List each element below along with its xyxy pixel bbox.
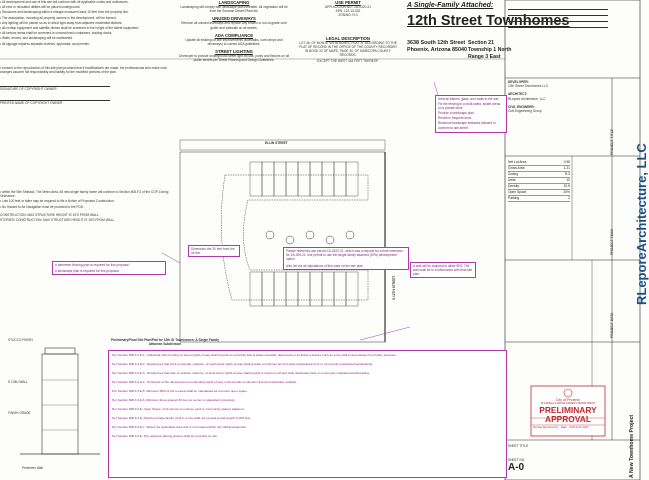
right-markup-note-item: Area all frames, glass, and walls to the site. [438,97,500,101]
landscape-plan-text: A landscape plan is required for this proposal. [55,269,120,274]
project-title-label: PROJECT TITLE [610,129,614,155]
stipulation-item: Per Section 608.F.3.E.6. Minimum three spaced 30 feet on center or equivalent groupings. [112,398,236,402]
wall-section [20,348,100,454]
sheet-number: A-0 [508,462,525,474]
data-row-key: Net Lot Area [508,160,527,164]
landscaping-heading: LANDSCAPING [218,0,250,5]
data-row-key: Density [508,184,519,188]
stipulation-list [109,351,506,445]
general-note-item: • The association, including all property owners in the development, will be formed. [0,15,117,20]
unused-driveways-heading: UNUSED DRIVEWAYS [212,16,256,22]
legal-except: EXCEPT THE WEST 444 FEET THEREOF. [317,59,379,64]
street-label: ELLIN STREET [265,141,288,145]
address-line-1: 3638 South 12th Street [407,40,466,46]
data-row-value: 0.95 [563,160,570,164]
signature-label: SIGNATURE OF COPYRIGHT OWNER [0,87,57,92]
stamp-dept: PLANNING & DEVELOPMENT DEPARTMENT [540,402,596,405]
stipulation-item: Per Section 608.F.3.E.5. Minimum 50% of the lot area shall be maintained as common open space. [112,389,248,393]
general-note-item: • All new or relocated utilities will be placed underground. [0,5,81,10]
unused-driveways-text: Remove all unused driveways and replace any broken or out-of-grade curb gutter and sidewalk on all streets. [181,21,287,30]
stamp-line-2: APPROVAL [545,414,591,424]
project-title: 12th Street Townhomes [407,13,570,29]
stipulation-item: Per Section 608.F.3.E.4., Perimeter of the development not abutting rights-of-way must provide a minimum five-foot landscape setback. [112,380,298,384]
general-note-item: • Any lighting will be placed so as to direct light away from adjacent residential districts. [0,20,123,25]
approved-by-label: Review Received by [533,425,559,429]
construction-list [0,213,175,222]
right-markup-notes [435,95,507,133]
right-markup-note-item: Revisit in frequent drive. [438,116,473,121]
copyright-consent [0,66,170,74]
data-row-key: Zoning [508,172,519,176]
range-label: Range 3 East [468,53,501,60]
revision-table [508,4,608,28]
stipulation-item: Per Section 608.F.3.E.7. Where the applicable area that is not located within the infill development. [112,425,248,429]
right-notes-list [438,97,504,130]
use-permit-heading: USE PERMIT [335,0,361,5]
perimeter-wall-label: Perimeter Wall [22,466,43,470]
project-data-label: PROJECT DATA [610,312,614,338]
fence-plan-text: A perimeter fencing plan is required for this proposal. [55,263,130,267]
mid-left-note-item: • within the Site Setback: The Metro Area. All new single family home will conform to Section 608.F.3 of the COP Zoning Ordinance. [0,190,169,199]
sheet-info [508,444,588,473]
general-note-item: • Structures and landscaping within a triangle measured back 10 feet from the property line. [0,10,129,15]
data-row-value: 20% [563,190,570,194]
printed-name-label: PRINTED NAME OF COPYRIGHT OWNER [0,100,63,105]
architect-name: RLepore Architecture, LLC [508,96,546,101]
general-note-item: • All signage requires separate reviews, approvals, and permits. [0,41,90,46]
stamp-line-1: PRELIMINARY [539,405,597,415]
right-markup-note-item: Fix the fencing in a multi-sided, shake areas on a private drive. [438,102,501,111]
developer-label: DEVELOPER: [508,80,529,84]
ada-text: Update all existing off-site improvements (sidewalks, curb ramps and driveways) to current ADA guidelines. [185,37,283,47]
general-notes-list [0,0,175,46]
general-note-item: • Walls, fences, and landscaping will be maintained. [0,36,73,41]
stucco-finish-label: STUCCO FINISH [8,338,33,342]
general-notes-block [0,0,175,58]
stipulation-item: Per Section 608.F.3.E. Attached single-family units in a row shall not exceed a total length of 200 feet. [112,416,251,420]
approval-fields: Review Received by · Date · KIVA # 22-1227 [533,425,589,429]
general-note-item: • All service areas shall be screened to conceal trash containers, loading docks. [0,31,113,36]
project-subtitle: A Single-Family Attached: [407,2,494,9]
use-permit-block [298,0,398,64]
dimension-text: Dimension the 30 feet from the lot line. [191,247,235,256]
stipulation-item: Per Section 608.F.3.E.1., Individual units fronting on street rights-of-way shall provide an entryway that is either elevated, depressed or includes a feature such as a low wall to accentuate the primary entrance. [112,353,397,357]
data-row-key: Parking [508,196,520,200]
mid-left-notes [0,190,175,223]
use-permit-ref-text: Please reference use permit ZA-0320-21, which was a request for a time extension for ZA-309-21, use permit to use the single-family attached (SFA) development option. [286,249,403,262]
sheet-title-label: SHEET TITLE [508,444,529,448]
stipulation-item: Per Section 608.F.3.E. Open Space. Only homes to enclose yard or community spaces adjacent. [112,407,245,411]
firm-vertical: RLeporeArchitecture, LLC [634,143,649,305]
data-row-value: 2 [568,196,570,200]
data-row-key: Open Space [508,190,527,194]
data-row-value: R-3 [564,172,570,176]
approval-date-label: Date [560,425,567,429]
ada-heading: ADA COMPLIANCE [214,32,254,38]
fence-plan-note [52,261,166,275]
engineer-label: CIVIL ENGINEER: [508,104,535,109]
right-markup-note-item: Provide a landscape plan. [438,111,475,116]
street-lighting-text: Developer to provide underground street light circuits, poles and fixtures on all public streets per Street Planning and Design Guidelines. [178,54,290,63]
street-lighting-heading: STREET LIGHTING [215,49,253,55]
construction-line: STORIES/ CONSTRUCTION: MAX STRUCTURE HEIGHT IS 15'S FROM WALL. [0,218,116,223]
consent-paragraph: I consent to the reproduction of this site plan provided that if modifications are made, the professionals who make such changes assume full responsibility and liability for the modified portions of the plan. [0,66,168,75]
use-permit-application: APPLICATION NO.: ZA-0320-21 [325,5,371,9]
address-line-2: Phoenix, Arizona 85040 [407,46,468,53]
preliminary-approval-stamp [531,398,605,424]
wall-required-text: A wall will be required to allow SFA. The wall shall be in conformance with final site plan. [413,264,473,277]
section-info [468,40,520,60]
wall-label: 6' CMU WALL [8,380,28,384]
data-row-key: Units [508,178,516,182]
general-note-item: • All development and use of this site will conform with all applicable codes and ordinances. [0,0,129,4]
stipulation-item: Per Section 608.F.3.E.3., Residences that side on arterial, collector, or local street rights-of-way shall provide a minimum 10-foot wide landscape tract or community maintained landscaping. [112,371,370,375]
township-label: Township 1 North [468,46,512,53]
landscaping-text: Landscaping will comply with landscape plan hereafter. All vegetation will be from the Sonoran Desert Plant list. [180,5,288,14]
project-data-table [508,160,570,202]
right-markup-note-item: Reasonal landscape setbacks allowed to conform to site street. [438,121,496,130]
wall-required-note [410,262,476,278]
construction-line: CONSTRUCTION: MAX STRUCTURE HEIGHT IS 15'S FROM WALL. [0,212,100,217]
project-vertical: A New Townhome Project [629,414,635,478]
mid-left-note-item: • No Hazard to Air Navigation must be provided to the PDD. [0,204,85,209]
project-team-block [508,80,576,113]
landscaping-block [178,0,290,63]
use-permit-apn: APN: 122-10-032 [335,9,361,14]
use-permit-zoning: ZONING: R-3 [338,13,358,18]
dimension-note [188,245,240,257]
section-label: Section 21 [468,40,494,46]
data-row-key: Gross Area [508,166,525,170]
legal-heading: LEGAL DESCRIPTION [326,35,370,41]
finish-grade-label: FINISH GRADE [8,411,31,415]
stipulation-item: Per Section 608.F.3.E. The required parking spaces shall be provided on site. [112,434,218,438]
stipulation-item: Per Section 608.F.3.E.2., Residences that front on arterial, collector, or local street rights-of-way shall provide a minimum ten-foot wide landscaped front or community maintained landscaping. [112,362,374,366]
project-team-label: PROJECT TEAM [610,228,614,255]
title-block-header [508,4,608,28]
mid-left-notes-list [0,190,175,209]
data-row-value: 10 [566,178,570,182]
architect-label: ARCHITECT: [508,92,528,97]
legal-text: LOT 46, OF MONTE VISTA ACRES, PLAT 'A', ACCORDING TO THE PLAT OF RECORD IN THE OFFICE OF THE COUNTY RECORDER IN BOOK 22 OF MAPS, PAGE 30, OF MARICOPA COUNTY RECORDS. [299,40,397,58]
north-street-label: S 12TH STREET [392,275,396,300]
kiva-label: KIVA # 22-1227 [569,425,589,429]
copyright-block [0,66,170,105]
data-row-value: 10.5 [563,184,570,188]
developer-name: 12th Street Townhomes LLC [508,84,549,89]
mid-left-note-item: • Lots 100 feet or taller may be required to file a Notice of Proposed Construction. [0,199,115,204]
data-row-value: 1.21 [563,166,570,170]
plan-title: Preliminary/Final Site Plan/Plat for 12th St Townhomes: A Single Family Attached Subdivision [110,338,220,347]
stipulation-notes-box [108,350,507,478]
title-area [407,2,570,30]
engineer-name: Civil Engineering Group [508,109,542,114]
stipulations-ref-text: Also list out all stipulations of this case on the site plan. [286,264,364,269]
sheet-number-label: SHEET NO. [508,458,526,463]
use-permit-note [283,247,409,270]
stamp-city: City of Phoenix [555,398,581,402]
data-row [508,196,570,202]
general-note-item: • All rooftop equipment and satellite dishes shall be screened to the height of the tallest equipment. [0,26,139,31]
